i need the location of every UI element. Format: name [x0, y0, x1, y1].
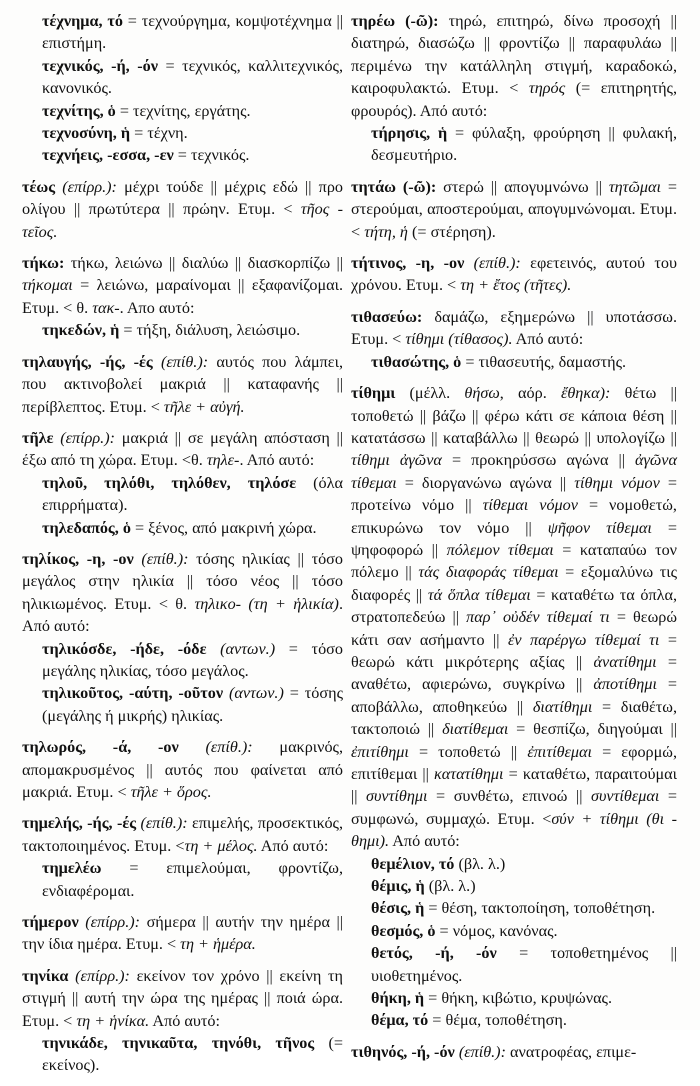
definition-text: , αόρ. — [499, 384, 561, 403]
etymology-term: τήκομαι — [22, 276, 73, 295]
derived-entry — [351, 987, 677, 1009]
definition-text: στερώ || απογυμνώνω || — [436, 177, 609, 196]
entry-definition — [351, 306, 677, 351]
derived-headword: τημελέω — [42, 859, 102, 878]
derived-definition: = επιμελούμαι, φροντίζω, ενδιαφέρομαι. — [42, 859, 343, 900]
etymology-term: ἐπιτίθεμαι — [527, 742, 593, 761]
dictionary-entry — [351, 10, 677, 167]
etymology-term: ἀγῶνα τίθεμαι — [351, 451, 677, 492]
derived-entry — [351, 351, 677, 373]
dictionary-entry — [351, 382, 677, 1032]
derived-headword: τέχνημα, τό — [42, 12, 123, 30]
derived-entry — [22, 55, 343, 100]
definition-text: αυτός που λάμπει, που ακτινοβολεί μακριά || καταφανής || περίβλεπτος. Ετυμ. < — [22, 352, 344, 416]
headword: τηλωρός, -ά, -ον — [22, 738, 179, 757]
entry-definition — [22, 812, 343, 857]
etymology-term: διατίθημι — [532, 697, 593, 716]
derived-definition: = θήκη, κιβώτιο, κρυψώνας. — [424, 989, 613, 1008]
derived-entry — [22, 122, 343, 144]
derived-headword: τηλεδαπός, ὁ — [42, 518, 131, 537]
dictionary-entry — [22, 176, 343, 243]
derived-definition: = νόμος, κανόνας. — [435, 921, 558, 940]
derived-headword: τηκεδών, ἡ — [42, 321, 120, 340]
definition-text: = στερούμαι, αποστερούμαι, απογυμνώνομαι. Ετυμ. < — [351, 177, 677, 241]
definition-text: μακρινός, απομακρυσμένος || αυτός που φαίνεται από μακριά. Ετυμ. < — [22, 738, 344, 801]
derived-definition: = τόσης (μεγάλης ή μικρής) ηλικίας. — [42, 684, 343, 725]
entry-definition — [22, 252, 343, 319]
entry-definition — [22, 351, 343, 418]
derived-headword: θέμα, τό — [371, 1011, 429, 1030]
etymology-term: τη + μέλος. — [184, 836, 258, 855]
dictionary-entry — [351, 176, 677, 243]
definition-text: επιμελής, προσεκτικός, τακτοποιημένος. Ετυμ. < — [22, 814, 343, 855]
headword: τέως — [22, 177, 56, 196]
grammar-label: (επίρρ.): — [55, 177, 117, 196]
definition-text: (= επιτηρητής, φρουρός). Από αυτό: — [351, 79, 677, 120]
definition-text: = καταπαύω τον πόλεμο || — [351, 540, 678, 582]
entry-definition — [22, 911, 343, 956]
etymology-term: σύν + τίθημι (θι - θημι). — [351, 809, 677, 851]
definition-text: = θεωρώ κάτι σαν ασήμαντο || — [351, 608, 677, 649]
definition-text: Από αυτό: — [389, 832, 460, 851]
dictionary-entry — [22, 10, 343, 167]
derived-definition: = τόσο μεγάλης ηλικίας, τόσο μεγάλος. — [42, 639, 343, 680]
etymology-term: τη + ἡμέρα. — [180, 935, 256, 954]
definition-text: μακριά || σε μεγάλη απόσταση || έξω από τη χώρα. Ετυμ. <θ. — [22, 428, 343, 470]
headword: τήμερον — [22, 913, 79, 932]
derived-entry — [351, 875, 677, 897]
dictionary-entry — [22, 812, 343, 902]
etymology-term: διατίθεμαι — [442, 720, 509, 739]
definition-text: Από αυτό: — [257, 836, 329, 855]
dictionary-entry — [351, 252, 677, 297]
etymology-term: πόλεμον τίθεμαι — [446, 540, 554, 559]
entry-definition — [22, 965, 343, 1032]
entry-definition — [351, 252, 677, 297]
derived-entry — [22, 10, 343, 55]
entry-definition — [351, 10, 677, 122]
definition-text: = διοργανώνω αγώνα || — [396, 473, 575, 492]
etymology-term: ἀποτίθημι — [593, 675, 657, 694]
definition-text: τήκω, λειώνω || διαλύω || διασκορπίζω || — [64, 254, 343, 273]
headword: τιθηνός, -ή, -όν — [351, 1042, 455, 1061]
derived-headword: τηνικάδε, τηνικαῦτα, τηνόθι, τῆνος — [42, 1034, 315, 1053]
etymology-term: τά ὅπλα τίθεμαι — [427, 585, 531, 604]
entry-definition — [351, 382, 677, 853]
derived-definition: = τεχνούργημα, κομψοτέχνημα || επιστήμη. — [42, 12, 344, 53]
headword: τῆλε — [22, 428, 54, 447]
derived-entry — [22, 857, 343, 902]
derived-definition: = θέμα, τοποθέτηση. — [428, 1011, 567, 1030]
derived-headword: τεχνοσύνη, ἡ — [42, 124, 131, 143]
etymology-term: κατατίθημι — [434, 765, 504, 783]
derived-entry — [22, 144, 343, 166]
derived-headword: θετός, -ή, -όν — [371, 944, 497, 963]
derived-headword: τηλικοῦτος, -αύτη, -οῦτον — [42, 684, 224, 703]
etymology-term: τηλε- — [206, 451, 240, 470]
derived-headword: τεχνικός, -ή, -όν — [42, 56, 158, 75]
dictionary-entry — [351, 306, 677, 373]
grammar-label: (επίθ.): — [178, 738, 253, 757]
dictionary-entry — [22, 252, 343, 342]
definition-text: = εφορμώ, επιτίθεμαι || — [351, 742, 678, 783]
derived-definition: = τοποθετημένος || υιοθετημένος. — [371, 944, 677, 985]
entry-definition — [22, 736, 343, 803]
derived-definition: = τιθασευτής, δαμαστής. — [461, 352, 627, 371]
etymology-term: τάς διαφοράς τίθεμαι — [418, 563, 559, 582]
derived-headword: τεχνήεις, -εσσα, -εν — [42, 146, 174, 165]
derived-headword: θήκη, ἡ — [371, 989, 425, 1008]
etymology-term: τίθεμαι νόμον — [482, 496, 578, 515]
etymology-term: συντίθεμαι — [590, 787, 660, 806]
definition-text: = προτείνω νόμο || — [351, 473, 677, 515]
derived-headword: τηλοῦ, τηλόθι, τηλόθεν, τηλόσε — [42, 473, 297, 492]
etymology-term: τη + ἔτος (τῆτες). — [460, 276, 572, 295]
definition-text: μέχρι τούδε || μέχρις εδώ || προ ολίγου || πρωτύτερα || πρώην. Ετυμ. < — [22, 177, 343, 219]
etymology-term: ψῆφον τίθεμαι — [547, 518, 652, 537]
headword: τήτινος, -η, -ον — [351, 254, 465, 273]
derived-definition: = τήξη, διάλυση, λειώσιμο. — [119, 321, 301, 340]
definition-text: . Από αυτό: — [22, 594, 343, 636]
derived-definition: = τεχνίτης, εργάτης. — [115, 101, 251, 120]
etymology-term: τηλικο- (τη + ἡλικία) — [194, 594, 339, 613]
derived-headword: τιθασώτης, ὁ — [371, 352, 462, 371]
grammar-label: (επίθ.): — [454, 1042, 506, 1061]
dictionary-entry — [22, 351, 343, 418]
headword: τημελής, -ής, -ές — [22, 814, 137, 833]
definition-text: = αποβάλλω, αποθηκεύω || — [351, 675, 677, 716]
headword: τιθασεύω: — [351, 307, 423, 326]
definition-text: σήμερα || αυτήν την ημέρα || την ίδια ημέρα. Ετυμ. < — [22, 913, 343, 954]
derived-entry — [22, 319, 343, 341]
etymology-term: συντίθημι — [366, 787, 428, 806]
definition-text: = συμφωνώ, συμμαχώ. Ετυμ. < — [351, 787, 677, 828]
derived-entry — [22, 472, 343, 517]
entry-definition — [22, 176, 343, 243]
definition-text: = θεσπίζω, διηγούμαι || — [508, 720, 677, 739]
dictionary-entry — [22, 965, 343, 1077]
dictionary-entry — [22, 548, 343, 727]
definition-text: (μέλλ. — [395, 384, 465, 403]
headword: τήκω: — [22, 254, 65, 273]
grammar-label: (αντων.) — [206, 639, 276, 658]
etymology-term: παρ᾽ οὐδέν τίθεμαί τι — [466, 608, 610, 627]
derived-definition: = τεχνικός. — [173, 146, 250, 165]
derived-entry — [351, 942, 677, 987]
derived-definition: = ξένος, από μακρινή χώρα. — [130, 518, 317, 537]
derived-headword: θεσμός, ὁ — [371, 921, 436, 940]
derived-definition: (βλ. λ.) — [454, 854, 506, 873]
definition-text: εκείνον τον χρόνο || εκείνη τη στιγμή || αυτή την ώρα της ημέρας || ποιά ώρα. Ετυμ. < — [22, 966, 343, 1030]
derived-entry — [22, 682, 343, 727]
left-column — [22, 10, 343, 1086]
grammar-label: (αντων.) — [223, 684, 284, 703]
definition-text: θέτω || τοποθετώ || βάζω || φέρω κάτι σε κάποια θέση || κατατάσσω || καταβάλλω || θεωρώ || υπολογίζω || — [351, 384, 677, 447]
etymology-term: ἔθηκα): — [560, 384, 611, 403]
entry-definition — [351, 1041, 677, 1063]
etymology-term: τίθημι (τίθασος). — [405, 330, 513, 349]
derived-definition: (= εκείνος). — [42, 1034, 343, 1075]
definition-text: δαμάζω, εξημερώνω || υποτάσσω. Ετυμ. < — [351, 307, 677, 349]
derived-entry — [22, 100, 343, 122]
derived-entry — [351, 853, 677, 875]
right-column — [351, 10, 677, 1072]
derived-definition: = φύλαξη, φρούρηση || φυλακή, δεσμευτήριο. — [371, 124, 677, 165]
grammar-label: (επίθ.): — [133, 549, 189, 568]
grammar-label: (επίρρ.): — [68, 966, 130, 985]
etymology-term: τη + ἡνίκα. — [76, 1011, 150, 1030]
dictionary-entry — [351, 1041, 677, 1063]
derived-definition: (όλα επιρρήματα). — [42, 473, 343, 515]
derived-entry — [22, 517, 343, 539]
derived-entry — [351, 920, 677, 942]
definition-text: = καταθέτω τα όπλα, στρατοπεδεύω || — [351, 585, 677, 627]
definition-text: ανατροφέας, επιμε- — [505, 1042, 637, 1061]
headword: τητάω (-ῶ): — [351, 177, 437, 196]
derived-headword: τεχνίτης, ὁ — [42, 101, 116, 120]
definition-text: = τοποθετώ || — [408, 742, 528, 761]
derived-definition: = τεχνικός, καλλιτεχνικός, κανονικός. — [42, 56, 343, 98]
definition-text: Από αυτό: — [149, 1011, 220, 1030]
etymology-term: τῆλε + αὐγή. — [163, 397, 245, 416]
headword: τίθημι — [351, 384, 396, 403]
etymology-term: τῆλε + ὅρος. — [130, 783, 212, 801]
entry-definition — [22, 548, 343, 638]
definition-text: τηρώ, επιτηρώ, δίνω προσοχή || διατηρώ, διασώζω || φροντίζω || παραφυλάω || περιμένω την κατάλληλη στιγμή, καραδοκώ, καιροφυλακτώ. Ετυμ. < — [351, 12, 678, 98]
etymology-term: τίθημι ἀγῶνα — [351, 451, 442, 470]
definition-text: εφετεινός, αυτού του χρόνου. Ετυμ. < — [351, 254, 677, 295]
derived-headword: τηλικόσδε, -ήδε, -όδε — [42, 639, 207, 658]
etymology-term: ἐπιτίθημι — [351, 742, 409, 761]
definition-text: = αναθέτω, αφιερώνω, συγκρίνω || — [351, 652, 677, 694]
derived-headword: θέμις, ἡ — [371, 877, 425, 896]
definition-text: τόσης ηλικίας || τόσο μεγάλος στην ηλικία || τόσο νέος || τόσο ηλικιωμένος. Ετυμ. < θ. — [22, 549, 343, 613]
derived-definition: = θέση, τακτοποίηση, τοποθέτηση. — [424, 899, 656, 918]
etymology-term: τακ- — [92, 298, 120, 317]
etymology-term: ἐν παρέργω τίθεμαί τι — [508, 630, 660, 649]
grammar-label: (επίθ.): — [152, 352, 209, 371]
dictionary-entry — [22, 427, 343, 539]
definition-text: = καταθέτω, παραιτούμαι || — [351, 765, 677, 806]
definition-text: . Από αυτό: — [239, 451, 315, 470]
derived-headword: τήρησις, ἡ — [371, 124, 448, 143]
derived-entry — [351, 1009, 677, 1031]
etymology-term: τίθημι νόμον — [574, 473, 660, 492]
definition-text: = ψηφοφορώ || — [351, 518, 677, 559]
grammar-label: (επίρρ.): — [53, 428, 115, 447]
definition-text: = συνθέτω, επινοώ || — [427, 787, 591, 806]
definition-text: = θεωρώ κάτι μικρότερης αξίας || — [351, 630, 677, 671]
definition-text: (= στέρηση). — [407, 222, 496, 241]
etymology-term: θήσω — [464, 384, 500, 403]
definition-text: = λειώνω, μαραίνομαι || εξαφανίζομαι. Ετυμ. < θ. — [22, 276, 343, 317]
headword: τηνίκα — [22, 966, 69, 985]
definition-text: = διαθέτω, τακτοποιώ || — [351, 697, 677, 739]
etymology-term: ἀνατίθημι — [593, 652, 657, 671]
grammar-label: (επίρρ.): — [78, 913, 141, 932]
headword: τηλίκος, -η, -ον — [22, 549, 134, 568]
definition-text: Από αυτό: — [512, 330, 584, 349]
derived-entry — [351, 897, 677, 919]
derived-definition: (βλ. λ.) — [424, 877, 476, 896]
derived-entry — [22, 1032, 343, 1077]
definition-text: = εξομαλύνω τις διαφορές || — [351, 563, 677, 604]
dictionary-entry — [22, 736, 343, 803]
headword: τηρέω (-ῶ): — [351, 12, 439, 30]
etymology-term: τῆος - τεῖος. — [22, 200, 343, 241]
definition-text: = προκηρύσσω αγώνα || — [441, 451, 635, 470]
derived-entry — [22, 638, 343, 683]
etymology-term: τήτη, ἡ — [364, 222, 408, 241]
headword: τηλαυγής, -ής, -ές — [22, 352, 153, 371]
etymology-term: τητῶμαι — [608, 177, 661, 196]
derived-headword: θεμέλιον, τό — [371, 854, 455, 873]
derived-entry — [351, 122, 677, 167]
grammar-label: (επίθ.): — [464, 254, 521, 273]
entry-definition — [351, 176, 677, 243]
derived-headword: θέσις, ἡ — [371, 899, 425, 918]
entry-definition — [22, 427, 343, 472]
definition-text: . Απο αυτό: — [119, 298, 195, 317]
derived-definition: = τέχνη. — [130, 124, 188, 143]
grammar-label: (επίθ.): — [136, 814, 188, 833]
dictionary-entry — [22, 911, 343, 956]
etymology-term: τηρός — [528, 79, 566, 98]
definition-text: = νομοθετώ, επικυρώνω τον νόμο || — [351, 496, 677, 537]
